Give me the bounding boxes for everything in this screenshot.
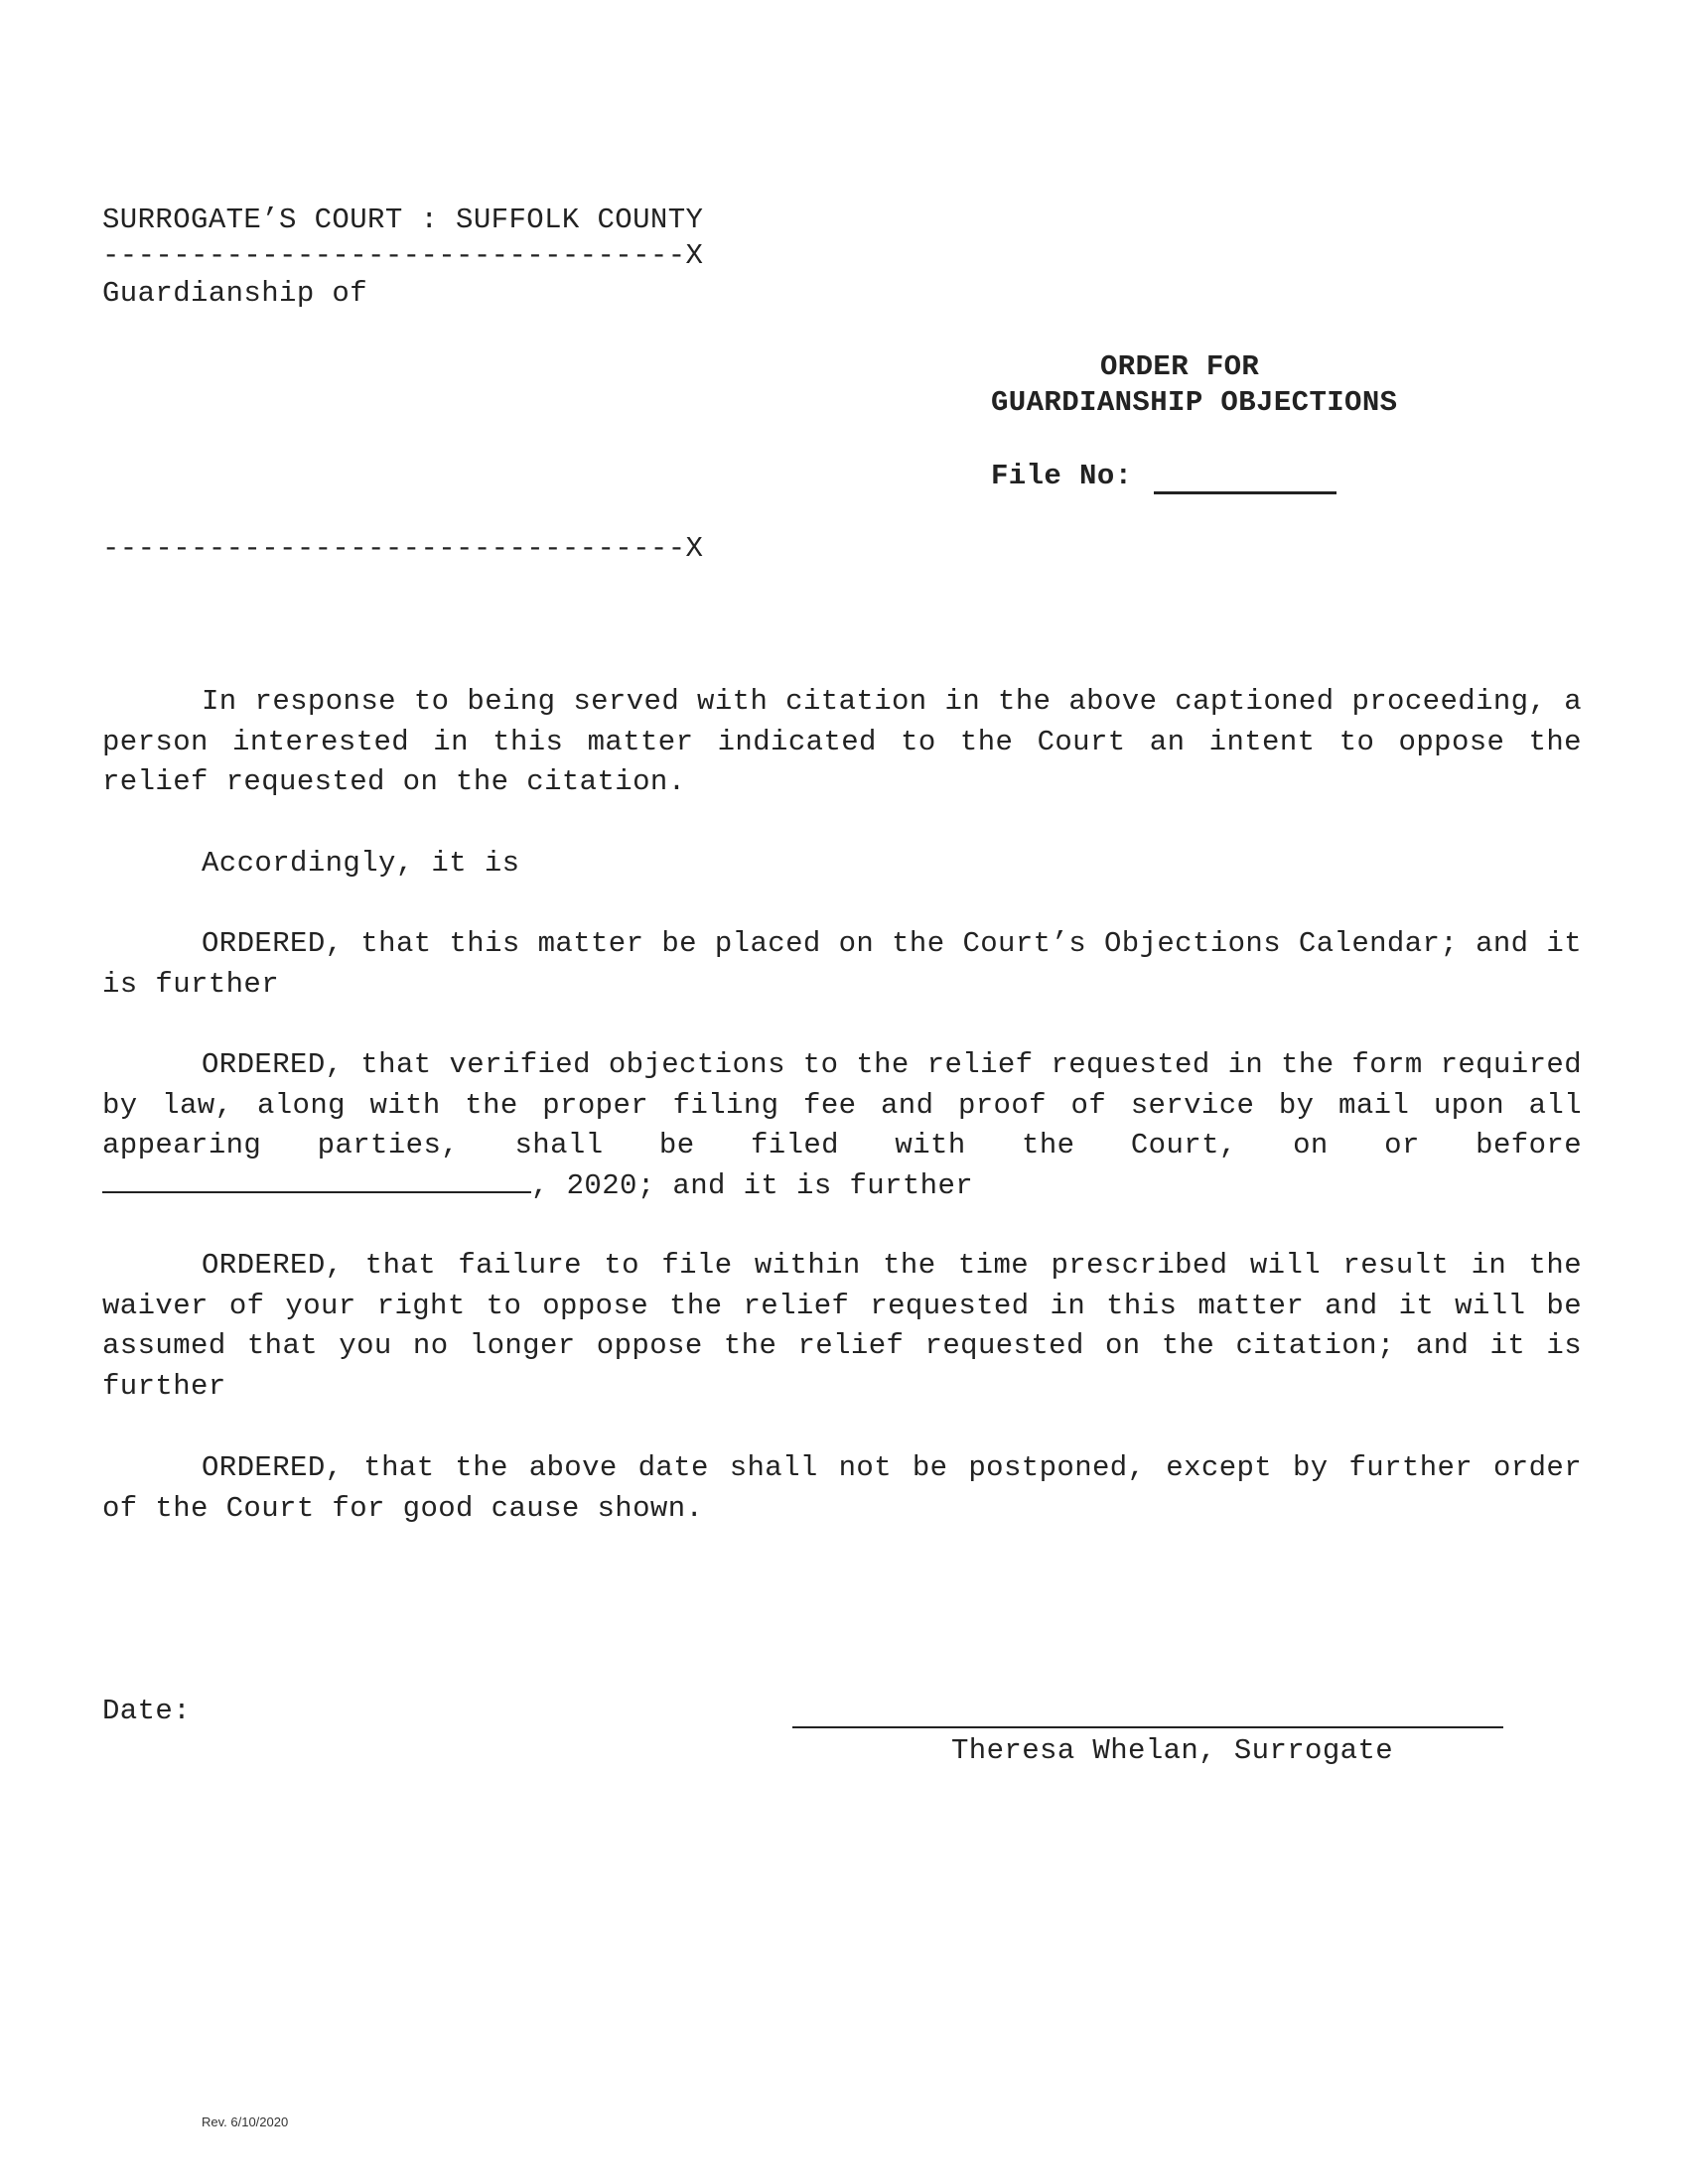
document-title-line-2: GUARDIANSHIP OBJECTIONS xyxy=(991,386,1398,419)
file-number-label: File No: xyxy=(991,460,1133,492)
date-label: Date: xyxy=(102,1695,192,1727)
paragraph-order-calendar: ORDERED, that this matter be placed on the Court’s Objections Calendar; and it is further xyxy=(102,927,1582,1001)
deadline-date-blank[interactable] xyxy=(102,1167,531,1193)
paragraph-order-objections-tail: , 2020; and it is further xyxy=(531,1168,974,1202)
paragraph-order-postponement: ORDERED, that the above date shall not be postponed, except by further order of the Court for good cause shown. xyxy=(102,1451,1582,1525)
paragraph-intro: In response to being served with citation in the above captioned proceeding, a person interested in this matter indicated to the Court an intent to oppose the relief requested on the citation. xyxy=(102,685,1582,798)
signatory-name: Theresa Whelan, Surrogate xyxy=(951,1734,1394,1767)
paragraph-order-objections-text: ORDERED, that verified objections to the relief requested in the form required by law, along with the proper filing fee and proof of service by mail upon all appearing parties, shall be filed with the Court, on or before xyxy=(102,1048,1582,1161)
court-name: SURROGATE’S COURT : SUFFOLK COUNTY xyxy=(102,204,704,236)
revision-note: Rev. 6/10/2020 xyxy=(202,2115,289,2129)
paragraph-accordingly: Accordingly, it is xyxy=(202,847,520,880)
caption-separator-top: ---------------------------------X xyxy=(102,239,704,272)
document-title-line-1: ORDER FOR xyxy=(1100,350,1260,383)
paragraph-order-objections xyxy=(102,1045,1582,1206)
file-number-blank[interactable] xyxy=(1154,491,1336,494)
paragraph-order-waiver: ORDERED, that failure to file within the time prescribed will result in the waiver of your right to oppose the relief requested in this matter and it will be assumed that you no longer oppose the relief requested on the citation; and it is further xyxy=(102,1249,1582,1403)
caption-separator-bottom: ---------------------------------X xyxy=(102,532,704,565)
signature-line[interactable] xyxy=(792,1726,1503,1728)
matter-label: Guardianship of xyxy=(102,277,368,310)
